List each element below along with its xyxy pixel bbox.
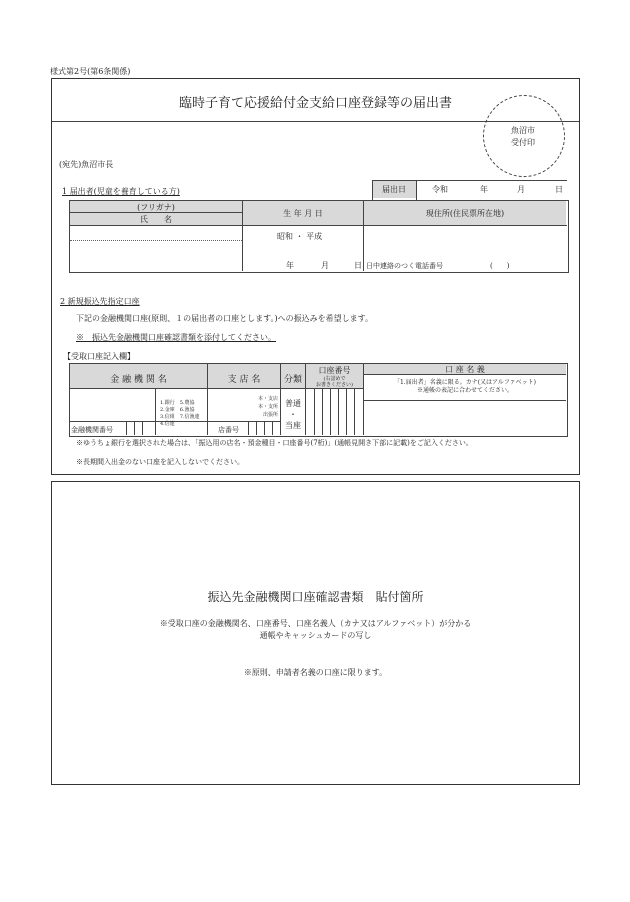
type-futsu[interactable]: 普通 (285, 399, 301, 408)
bank-type-row[interactable]: 1.銀行 5.農協 (160, 400, 195, 406)
bank-type-row[interactable]: 2.金庫 6.漁協 (160, 407, 195, 413)
col-account-sub1: (右詰めで (323, 376, 346, 382)
section2-heading: 2 新規振込先指定口座 (60, 297, 140, 306)
furigana-field[interactable] (71, 227, 241, 239)
branch-code-label: 店番号 (218, 426, 239, 434)
birth-year[interactable]: 年 (286, 261, 294, 270)
footnote-dormant: ※長期間入出金のない口座を記入しないでください。 (76, 458, 244, 466)
name-label: 氏 名 (140, 215, 172, 224)
col-account-sub2: お書きください) (316, 382, 353, 388)
addressee: (宛先)魚沼市長 (59, 160, 114, 169)
attachment-line2: 通帳やキャッシュカードの写し (259, 631, 372, 640)
bank-type-row[interactable]: 4.信連 (160, 421, 175, 427)
table-label: 【受取口座記入欄】 (63, 352, 135, 361)
type-dot: ・ (289, 410, 297, 419)
holder-note1: 「1.届出者」名義に限る。カナ(又はアルファベット) (393, 379, 537, 386)
attachment-line3: ※原則、申請者名義の口座に限ります。 (243, 668, 388, 677)
bank-type-row[interactable]: 3.信組 7.信漁連 (160, 414, 200, 420)
attachment-title: 振込先金融機関口座確認書類 貼付箇所 (207, 590, 424, 604)
section2-note: ※ 振込先金融機関口座確認書類を添付してください。 (76, 333, 276, 342)
address-field[interactable] (366, 227, 564, 257)
section2-line1: 下記の金融機関口座(原則、１の届出者の口座とします。)への振込みを希望します。 (76, 314, 373, 323)
address-label: 現住所(住民票所在地) (425, 209, 505, 218)
date-month[interactable]: 月 (517, 185, 525, 194)
stamp-line1: 魚沼市 (511, 126, 535, 135)
col-branch: 支 店 名 (227, 375, 261, 385)
col-account-number: 口座番号 (318, 366, 351, 375)
holder-note2: ※通帳の表記に合わせてください。 (416, 387, 513, 394)
date-era: 令和 (432, 185, 448, 194)
date-day[interactable]: 日 (555, 185, 563, 194)
branch-type-row[interactable]: 出張所 (262, 412, 278, 418)
stamp-line2: 受付印 (511, 138, 535, 147)
branch-type-row[interactable]: 本・支店 (257, 396, 278, 402)
phone-field[interactable]: ( ) (490, 262, 510, 270)
col-type: 分類 (283, 375, 302, 385)
name-field[interactable] (71, 242, 241, 270)
birth-day[interactable]: 日 (354, 261, 362, 270)
bank-type-list (160, 400, 200, 428)
birthdate-label: 生 年 月 日 (283, 209, 323, 218)
form-title: 臨時子育て応援給付金支給口座登録等の届出書 (178, 96, 452, 111)
reception-stamp-circle (483, 95, 565, 177)
branch-type-list (246, 395, 278, 419)
bank-code-label: 金融機関番号 (71, 426, 113, 434)
branch-type-row[interactable]: 本・支所 (257, 404, 278, 410)
phone-label: 日中連絡のつく電話番号 (366, 262, 443, 270)
form-number: 様式第2号(第6条関係) (50, 67, 131, 76)
era-choice[interactable]: 昭和 ・ 平成 (277, 232, 323, 241)
birth-month[interactable]: 月 (321, 261, 329, 270)
footnote-yucho: ※ゆうちょ銀行を選択された場合は、「振込用の店名・預金種目・口座番号(7桁)」(通帳見開き下部に記載)をご記入ください。 (76, 439, 473, 447)
section1-heading: 1 届出者(児童を養育している方) (62, 187, 180, 196)
type-toza[interactable]: 当座 (285, 421, 301, 430)
attachment-line1: ※受取口座の金融機関名、口座番号、口座名義人（カナ又はアルファベット）が分かる (159, 619, 472, 628)
furigana-label: (フリガナ) (137, 203, 175, 212)
date-year[interactable]: 年 (480, 185, 488, 194)
col-bank: 金 融 機 関 名 (110, 375, 167, 385)
date-label: 届出日 (382, 185, 406, 194)
col-holder: 口 座 名 義 (445, 365, 485, 374)
